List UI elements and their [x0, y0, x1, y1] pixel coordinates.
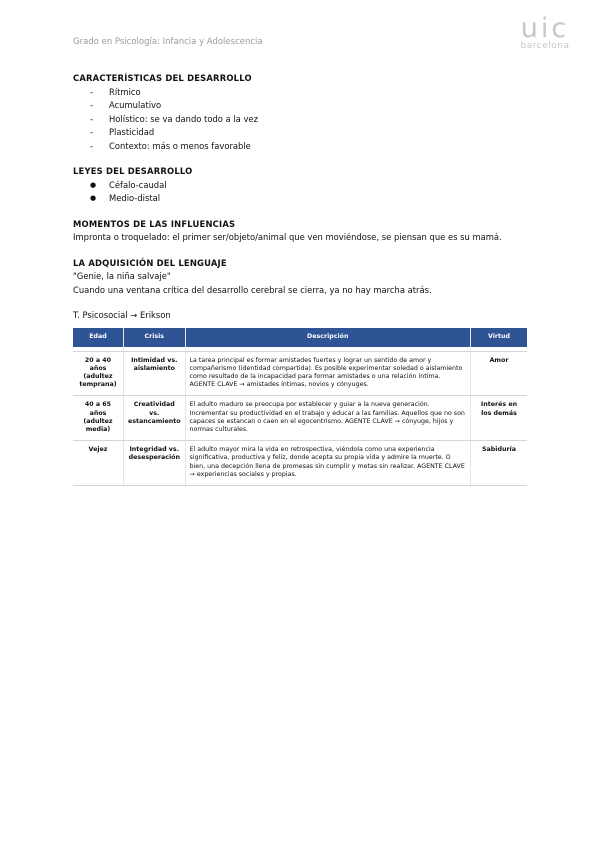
- cell-edad: Vejez: [73, 441, 124, 486]
- cell-edad: 20 a 40 años (adultez temprana): [73, 351, 124, 396]
- list-item: - Rítmico: [73, 86, 528, 100]
- table-row: [73, 396, 527, 441]
- section-lenguaje: [73, 257, 528, 298]
- logo-city: barcelona: [520, 41, 570, 51]
- paragraph: Cuando una ventana crítica del desarrollo cerebral se cierra, ya no hay marcha atrás.: [73, 284, 432, 295]
- table-title: T. Psicosocial → Erikson: [73, 310, 171, 320]
- section-leyes: [73, 165, 528, 206]
- paragraph: Impronta o troquelado: el primer ser/objeto/animal que ven moviéndose, se piensan que es su mamá.: [73, 232, 502, 242]
- header-edad: Edad: [73, 328, 124, 347]
- list-item: - Contexto: más o menos favorable: [73, 140, 528, 154]
- section-title: MOMENTOS DE LAS INFLUENCIAS: [73, 218, 236, 229]
- quote: "Genie, la niña salvaje": [73, 271, 171, 281]
- list-item: - Holístico: se va dando todo a la vez: [73, 113, 528, 127]
- erikson-table: [73, 328, 527, 486]
- cell-crisis: Creatividad vs. estancamiento: [124, 396, 186, 441]
- section-caracteristicas: [73, 72, 528, 153]
- cell-crisis: Integridad vs. desesperación: [124, 441, 186, 486]
- section-title: LEYES DEL DESARROLLO: [73, 166, 193, 176]
- document-body: [73, 72, 528, 486]
- bullet-list: [73, 179, 528, 206]
- table-row: [73, 441, 527, 486]
- course-header: Grado en Psicología: Infancia y Adolescencia: [73, 37, 263, 47]
- cell-virtud: Amor: [471, 351, 528, 396]
- section-momentos: [73, 218, 528, 245]
- section-title: LA ADQUISICIÓN DEL LENGUAJE: [73, 257, 227, 268]
- cell-descripcion: El adulto maduro se preocupa por establecer y guiar a la nueva generación. Incrementar su productividad en el trabajo y educar a las familias. Aquellos que no son capaces se estancan o caen en el egocentrismo. AGENTE CLAVE → cónyuge, hijos y normas culturales.: [185, 396, 470, 441]
- cell-virtud: Sabiduría: [471, 441, 528, 486]
- header-descripcion: Descripción: [185, 328, 470, 347]
- cell-edad: 40 a 65 años (adultez media): [73, 396, 124, 441]
- logo-mark: uic: [520, 13, 570, 44]
- header-virtud: Virtud: [471, 328, 528, 347]
- list-item: ● Medio-distal: [73, 192, 528, 206]
- list-item: - Plasticidad: [73, 126, 528, 140]
- table-row: [73, 351, 527, 396]
- list-item: ● Céfalo-caudal: [73, 179, 528, 193]
- dash-list: [73, 86, 528, 154]
- cell-descripcion: El adulto mayor mira la vida en retrospectiva, viéndola como una experiencia significativa, productiva y feliz, donde acepta su propia vida y admire la muerte. O bien, una decepción llena de promesas sin cumplir y metas sin realizar. AGENTE CLAVE → experiencias sociales y propias.: [185, 441, 470, 486]
- cell-descripcion: La tarea principal es formar amistades fuertes y lograr un sentido de amor y compañerismo (identidad compartida). Es posible experimentar soledad o aislamiento como resultado de la incapacidad para formar amistades o una relación íntima. AGENTE CLAVE → amistades íntimas, novios y cónyuges.: [185, 351, 470, 396]
- uic-logo: [512, 13, 578, 59]
- cell-virtud: Interés en los demás: [471, 396, 528, 441]
- cell-crisis: Intimidad vs. aislamiento: [124, 351, 186, 396]
- header-crisis: Crisis: [124, 328, 186, 347]
- section-title: CARACTERÍSTICAS DEL DESARROLLO: [73, 73, 252, 83]
- list-item: - Acumulativo: [73, 99, 528, 113]
- table-header-row: [73, 328, 527, 347]
